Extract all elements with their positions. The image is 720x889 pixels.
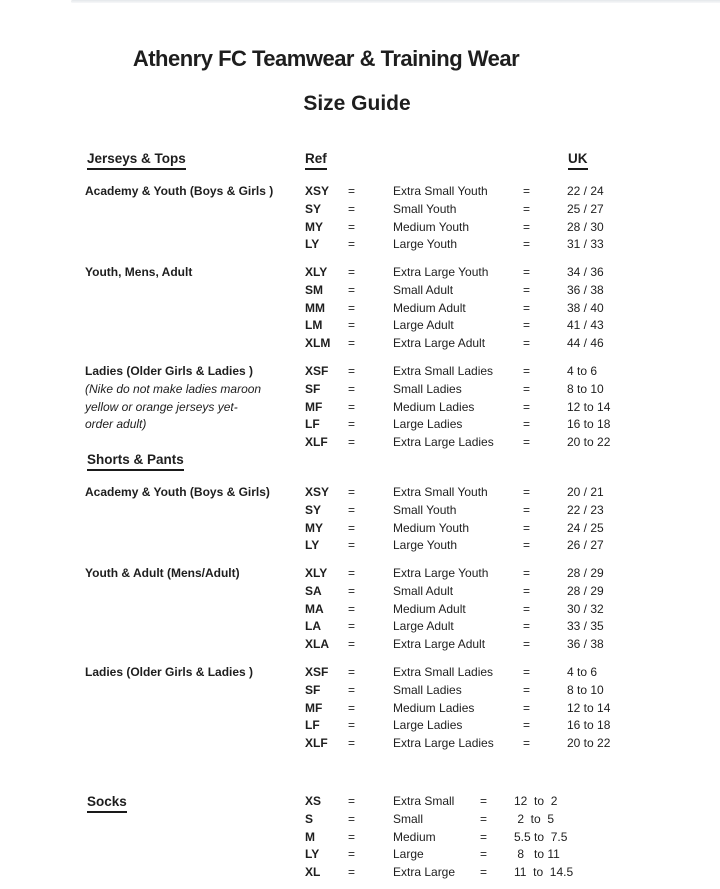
equals-sign: = [523,682,531,697]
size-description: Large Adult [393,619,454,634]
uk-size: 8 to 10 [567,682,604,697]
size-description: Medium Ladies [393,399,475,414]
size-code: XLF [305,736,328,750]
size-description: Extra Large Adult [393,336,486,350]
size-description: Small Youth [393,502,457,517]
uk-size: 12 to 2 [514,794,558,808]
equals-sign: = [348,336,356,350]
category-label-shorts-youth-adult: Youth & Adult (Mens/Adult) [85,566,240,580]
size-description: Large Youth [393,237,458,252]
size-row [305,793,573,811]
equals-sign: = [523,364,531,378]
size-row [305,618,604,636]
size-description: Extra Large [393,865,456,879]
equals-sign: = [348,829,356,844]
uk-size: 8 to 11 [514,847,560,862]
size-description: Extra Large Youth [393,265,489,279]
equals-sign: = [348,682,356,697]
uk-size: 34 / 36 [567,265,604,279]
category-label-jerseys-ladies [85,363,261,434]
size-row [305,664,610,682]
size-row [305,864,573,882]
size-rows-jerseys-academy-youth [305,183,604,254]
category-label-jerseys-academy-youth: Academy & Youth (Boys & Girls ) [85,184,274,198]
equals-sign: = [348,718,356,733]
equals-sign: = [523,336,531,350]
nike-note-line-3: order adult) [85,417,147,432]
size-code: SY [305,201,322,216]
nike-note-line-2: yellow or orange jerseys yet- [85,399,238,414]
size-description: Small Ladies [393,381,462,396]
size-description: Medium Youth [393,219,470,234]
equals-sign: = [523,665,531,679]
size-description: Extra Small Youth [393,184,488,198]
size-row [305,537,604,555]
uk-size: 8 to 10 [567,381,604,396]
size-description: Large Ladies [393,417,463,432]
size-description: Small Youth [393,201,457,216]
size-row [305,236,604,254]
size-description: Medium Youth [393,520,470,535]
size-row [305,317,604,335]
uk-size: 20 to 22 [567,435,611,449]
size-code: XLF [305,435,328,449]
size-row [305,700,610,718]
uk-size: 24 / 25 [567,520,604,535]
uk-size: 25 / 27 [567,201,604,216]
size-row [305,636,604,654]
size-row [305,717,610,735]
equals-sign: = [523,601,531,616]
size-rows-jerseys-youth-mens-adult [305,264,604,353]
equals-sign: = [523,282,531,297]
equals-sign: = [523,718,531,733]
equals-sign: = [523,219,531,234]
uk-size: 22 / 23 [567,502,604,517]
equals-sign: = [348,583,356,598]
size-row [305,434,610,452]
size-code: XLY [305,265,328,279]
size-code: LY [305,237,320,252]
equals-sign: = [348,435,356,449]
uk-size: 38 / 40 [567,300,604,315]
size-row [305,846,573,864]
uk-size: 44 / 46 [567,336,604,350]
size-code: MM [305,300,325,315]
size-code: MY [305,219,323,234]
size-row [305,201,604,219]
equals-sign: = [480,829,488,844]
size-code: SM [305,282,323,297]
equals-sign: = [348,282,356,297]
size-description: Extra Small Ladies [393,665,494,679]
size-rows-shorts-ladies [305,664,610,753]
equals-sign: = [348,665,356,679]
size-row [305,565,604,583]
size-row [305,183,604,201]
size-code: SF [305,381,321,396]
size-description: Extra Large Ladies [393,736,494,750]
size-code: XLM [305,336,331,350]
uk-size: 36 / 38 [567,637,604,651]
equals-sign: = [523,201,531,216]
equals-sign: = [523,637,531,651]
size-description: Medium [393,829,436,844]
size-description: Small Ladies [393,682,462,697]
equals-sign: = [348,219,356,234]
size-row [305,502,604,520]
equals-sign: = [348,601,356,616]
size-rows-socks [305,793,573,882]
column-header-ref: Ref [305,151,327,170]
equals-sign: = [523,435,531,449]
equals-sign: = [523,318,531,333]
equals-sign: = [480,865,488,879]
uk-size: 4 to 6 [567,665,598,679]
equals-sign: = [523,700,531,715]
column-header-uk: UK [568,151,588,170]
equals-sign: = [348,736,356,750]
section-header-socks: Socks [87,794,127,813]
size-row [305,282,604,300]
size-code: LY [305,847,320,862]
uk-size: 30 / 32 [567,601,604,616]
size-description: Extra Large Youth [393,566,489,580]
size-description: Small Adult [393,583,454,598]
size-row [305,219,604,237]
size-description: Extra Small Youth [393,485,488,499]
section-header-shorts-pants: Shorts & Pants [87,452,184,471]
equals-sign: = [480,811,488,826]
size-code: XLA [305,637,329,651]
size-code: SY [305,502,322,517]
size-row [305,583,604,601]
uk-size: 16 to 18 [567,718,611,733]
equals-sign: = [523,265,531,279]
equals-sign: = [523,417,531,432]
equals-sign: = [523,619,531,634]
size-code: MF [305,399,323,414]
equals-sign: = [348,794,356,808]
equals-sign: = [348,201,356,216]
size-code: M [305,829,315,844]
uk-size: 16 to 18 [567,417,611,432]
uk-size: 26 / 27 [567,538,604,553]
equals-sign: = [348,417,356,432]
equals-sign: = [480,847,488,862]
size-code: S [305,811,314,826]
equals-sign: = [523,520,531,535]
equals-sign: = [348,300,356,315]
equals-sign: = [523,502,531,517]
size-code: XSF [305,665,329,679]
size-row [305,416,610,434]
size-row [305,363,610,381]
size-code: SA [305,583,322,598]
size-description: Medium Adult [393,601,466,616]
equals-sign: = [348,619,356,634]
size-description: Medium Adult [393,300,466,315]
equals-sign: = [348,485,356,499]
size-row [305,601,604,619]
size-row [305,381,610,399]
uk-size: 28 / 29 [567,583,604,598]
size-description: Large Ladies [393,718,463,733]
size-rows-jerseys-ladies [305,363,610,452]
size-code: MF [305,700,323,715]
equals-sign: = [523,300,531,315]
size-code: XSY [305,184,330,198]
category-label-jerseys-youth-mens-adult: Youth, Mens, Adult [85,265,193,279]
equals-sign: = [348,538,356,553]
uk-size: 31 / 33 [567,237,604,252]
section-header-jerseys-tops: Jerseys & Tops [87,151,186,170]
size-description: Large Youth [393,538,458,553]
document-title: Athenry FC Teamwear & Training Wear [132,45,520,71]
equals-sign: = [348,865,356,879]
equals-sign: = [348,318,356,333]
equals-sign: = [523,538,531,553]
size-code: MA [305,601,324,616]
uk-size: 22 / 24 [567,184,604,198]
uk-size: 11 to 14.5 [514,865,574,879]
equals-sign: = [348,847,356,862]
size-code: SF [305,682,321,697]
size-code: MY [305,520,323,535]
category-label-shorts-academy-youth: Academy & Youth (Boys & Girls) [85,485,270,499]
equals-sign: = [348,502,356,517]
equals-sign: = [523,485,531,499]
uk-size: 41 / 43 [567,318,604,333]
uk-size: 2 to 5 [514,811,555,826]
uk-size: 12 to 14 [567,700,611,715]
size-row [305,520,604,538]
equals-sign: = [348,265,356,279]
size-code: XSF [305,364,329,378]
size-code: XL [305,865,321,879]
equals-sign: = [348,399,356,414]
equals-sign: = [523,381,531,396]
category-label-shorts-ladies: Ladies (Older Girls & Ladies ) [85,665,254,679]
document-subtitle: Size Guide [303,92,411,116]
size-description: Large Adult [393,318,454,333]
size-description: Extra Small Ladies [393,364,494,378]
size-description: Small Adult [393,282,454,297]
nike-note-line-1: (Nike do not make ladies maroon [85,381,262,396]
size-description: Large [393,847,424,862]
size-description: Extra Small [393,794,455,808]
equals-sign: = [523,237,531,252]
uk-size: 36 / 38 [567,282,604,297]
equals-sign: = [348,381,356,396]
uk-size: 5.5 to 7.5 [514,829,568,844]
size-row [305,399,610,417]
size-code: XSY [305,485,330,499]
size-row [305,264,604,282]
size-code: LM [305,318,323,333]
category-label-text: Ladies (Older Girls & Ladies ) [85,364,254,378]
size-description: Extra Large Ladies [393,435,494,449]
equals-sign: = [348,566,356,580]
size-description: Medium Ladies [393,700,475,715]
equals-sign: = [348,364,356,378]
size-code: XLY [305,566,328,580]
size-row [305,335,604,353]
uk-size: 20 to 22 [567,736,611,750]
equals-sign: = [348,637,356,651]
size-description: Extra Large Adult [393,637,486,651]
size-row [305,735,610,753]
size-row [305,811,573,829]
equals-sign: = [523,184,531,198]
equals-sign: = [348,700,356,715]
equals-sign: = [523,736,531,750]
equals-sign: = [348,520,356,535]
size-code: XS [305,794,322,808]
uk-size: 28 / 30 [567,219,604,234]
size-description: Small [393,811,424,826]
size-row [305,484,604,502]
size-row [305,300,604,318]
size-rows-shorts-youth-adult [305,565,604,654]
size-code: LY [305,538,320,553]
uk-size: 33 / 35 [567,619,604,634]
size-code: LA [305,619,321,634]
size-code: LF [305,417,320,432]
size-code: LF [305,718,320,733]
equals-sign: = [348,184,356,198]
size-row [305,682,610,700]
page-top-edge [71,0,720,3]
equals-sign: = [480,794,488,808]
equals-sign: = [523,566,531,580]
uk-size: 28 / 29 [567,566,604,580]
uk-size: 20 / 21 [567,485,604,499]
equals-sign: = [523,399,531,414]
equals-sign: = [348,237,356,252]
uk-size: 4 to 6 [567,364,598,378]
uk-size: 12 to 14 [567,399,611,414]
equals-sign: = [348,811,356,826]
size-row [305,829,573,847]
size-rows-shorts-academy-youth [305,484,604,555]
equals-sign: = [523,583,531,598]
